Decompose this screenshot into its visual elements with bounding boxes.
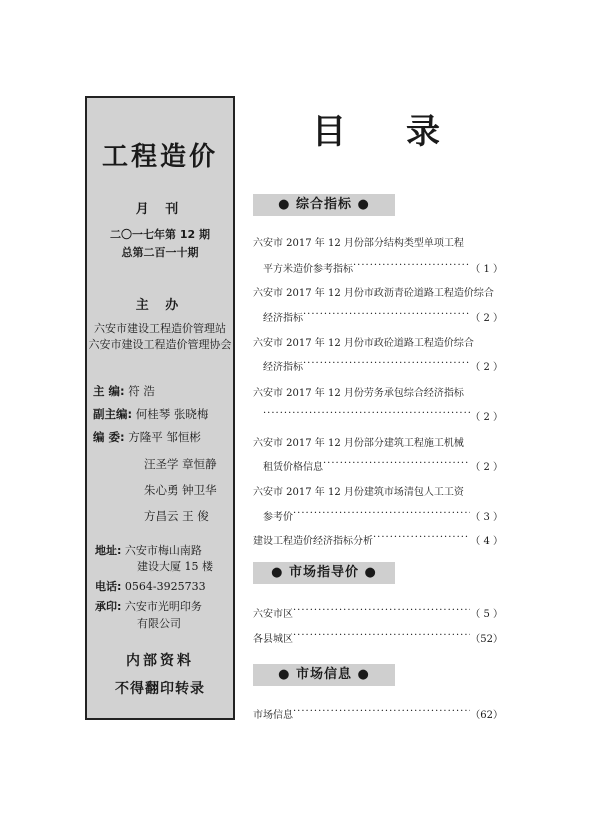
- toc-entry-text: 经济指标: [263, 313, 303, 324]
- toc-page-number: （ 5 ）: [470, 609, 503, 620]
- printer-row: [95, 598, 202, 614]
- host-organization: 六安市建设工程造价管理协会: [88, 338, 232, 351]
- toc-page-number: （ 2 ）: [470, 412, 503, 423]
- toc-page-number: （62）: [470, 710, 503, 721]
- section-heading: ● 综合指标 ●: [253, 194, 395, 216]
- phone-row: [95, 578, 206, 594]
- toc-entry[interactable]: [263, 408, 503, 423]
- chief-editor-label: 主 编:: [93, 384, 125, 398]
- toc-entry[interactable]: [253, 532, 503, 547]
- toc-page-number: （ 2 ）: [470, 362, 503, 373]
- toc-entry-text: 建设工程造价经济指标分析: [253, 536, 373, 547]
- chief-editor-row: [93, 383, 155, 399]
- magazine-title: 工程造价: [101, 142, 218, 172]
- toc-leader-dots: [353, 260, 470, 275]
- chief-editor-name: 符 浩: [128, 384, 155, 398]
- toc-entry[interactable]: [263, 260, 503, 275]
- section-heading: ● 市场信息 ●: [253, 664, 395, 686]
- toc-entry-text: 市场信息: [253, 710, 293, 721]
- toc-leader-dots: [323, 458, 470, 473]
- address-line: 六安市梅山南路: [124, 544, 202, 557]
- toc-entry-text: 六安市区: [253, 609, 293, 620]
- toc-leader-dots: [293, 630, 470, 645]
- toc-leader-dots: [303, 358, 470, 373]
- host-organization: 六安市建设工程造价管理站: [94, 322, 226, 335]
- address-line: 建设大厦 15 楼: [137, 560, 213, 573]
- editorial-board-row: [93, 429, 201, 445]
- printer-label: 承印:: [95, 600, 122, 613]
- toc-entry-line: 六安市 2017 年 12 月份市政沥青砼道路工程造价综合: [253, 288, 494, 299]
- contents-title: 目录: [312, 112, 500, 152]
- toc-entry-line: 六安市 2017 年 12 月份市政砼道路工程造价综合: [253, 338, 474, 349]
- issue-number: 二〇一七年第 12 期: [110, 228, 210, 241]
- toc-entry[interactable]: [263, 309, 503, 324]
- internal-material-notice: 内部资料: [126, 653, 194, 669]
- address-row: [95, 542, 202, 558]
- toc-entry-line: 六安市 2017 年 12 月份劳务承包综合经济指标: [253, 388, 464, 399]
- toc-page-number: （ 3 ）: [470, 512, 503, 523]
- toc-page-number: （ 2 ）: [470, 462, 503, 473]
- toc-entry-text: 平方米造价参考指标: [263, 264, 353, 275]
- toc-leader-dots: [293, 706, 470, 721]
- toc-entry[interactable]: [263, 458, 503, 473]
- toc-page-number: （ 4 ）: [470, 536, 503, 547]
- masthead-panel: [85, 96, 235, 720]
- printer-name: 六安市光明印务: [124, 600, 202, 613]
- editorial-board-names: 方隆平 邹恒彬: [128, 430, 201, 444]
- phone-number: 0564-3925733: [124, 580, 206, 593]
- deputy-editor-names: 何桂琴 张晓梅: [135, 407, 209, 421]
- phone-label: 电话:: [95, 580, 122, 593]
- toc-leader-dots: [293, 508, 470, 523]
- section-heading: ● 市场指导价 ●: [253, 562, 395, 584]
- toc-entry[interactable]: [253, 630, 503, 645]
- toc-leader-dots: [373, 532, 470, 547]
- printer-name: 有限公司: [137, 617, 181, 630]
- toc-leader-dots: [263, 408, 470, 423]
- toc-page-number: （ 2 ）: [470, 313, 503, 324]
- toc-entry[interactable]: [253, 706, 503, 721]
- toc-leader-dots: [303, 309, 470, 324]
- editorial-board-names: 汪圣学 章恒静: [144, 457, 217, 471]
- deputy-editor-row: [93, 406, 208, 422]
- toc-entry[interactable]: [263, 358, 503, 373]
- editorial-board-label: 编 委:: [93, 430, 125, 444]
- address-label: 地址:: [95, 544, 122, 557]
- publication-frequency: 月 刊: [135, 202, 185, 217]
- toc-leader-dots: [293, 605, 470, 620]
- total-issue-number: 总第二百一十期: [121, 246, 199, 259]
- toc-page-number: （52）: [470, 634, 503, 645]
- toc-entry-line: 六安市 2017 年 12 月份部分结构类型单项工程: [253, 238, 464, 249]
- toc-entry[interactable]: [263, 508, 503, 523]
- toc-entry-text: 各县城区: [253, 634, 293, 645]
- editorial-board-names: 朱心勇 钟卫华: [144, 483, 217, 497]
- toc-entry-line: 六安市 2017 年 12 月份部分建筑工程施工机械: [253, 438, 464, 449]
- editorial-board-names: 方昌云 王 俊: [144, 509, 209, 523]
- toc-entry-line: 六安市 2017 年 12 月份建筑市场清包人工工资: [253, 487, 464, 498]
- toc-entry[interactable]: [253, 605, 503, 620]
- host-heading: 主 办: [135, 298, 185, 313]
- toc-page-number: （ 1 ）: [470, 264, 503, 275]
- no-reprint-notice: 不得翻印转录: [115, 681, 205, 697]
- deputy-editor-label: 副主编:: [93, 407, 133, 421]
- toc-entry-text: 租赁价格信息: [263, 462, 323, 473]
- toc-entry-text: 经济指标: [263, 362, 303, 373]
- toc-entry-text: 参考价: [263, 512, 293, 523]
